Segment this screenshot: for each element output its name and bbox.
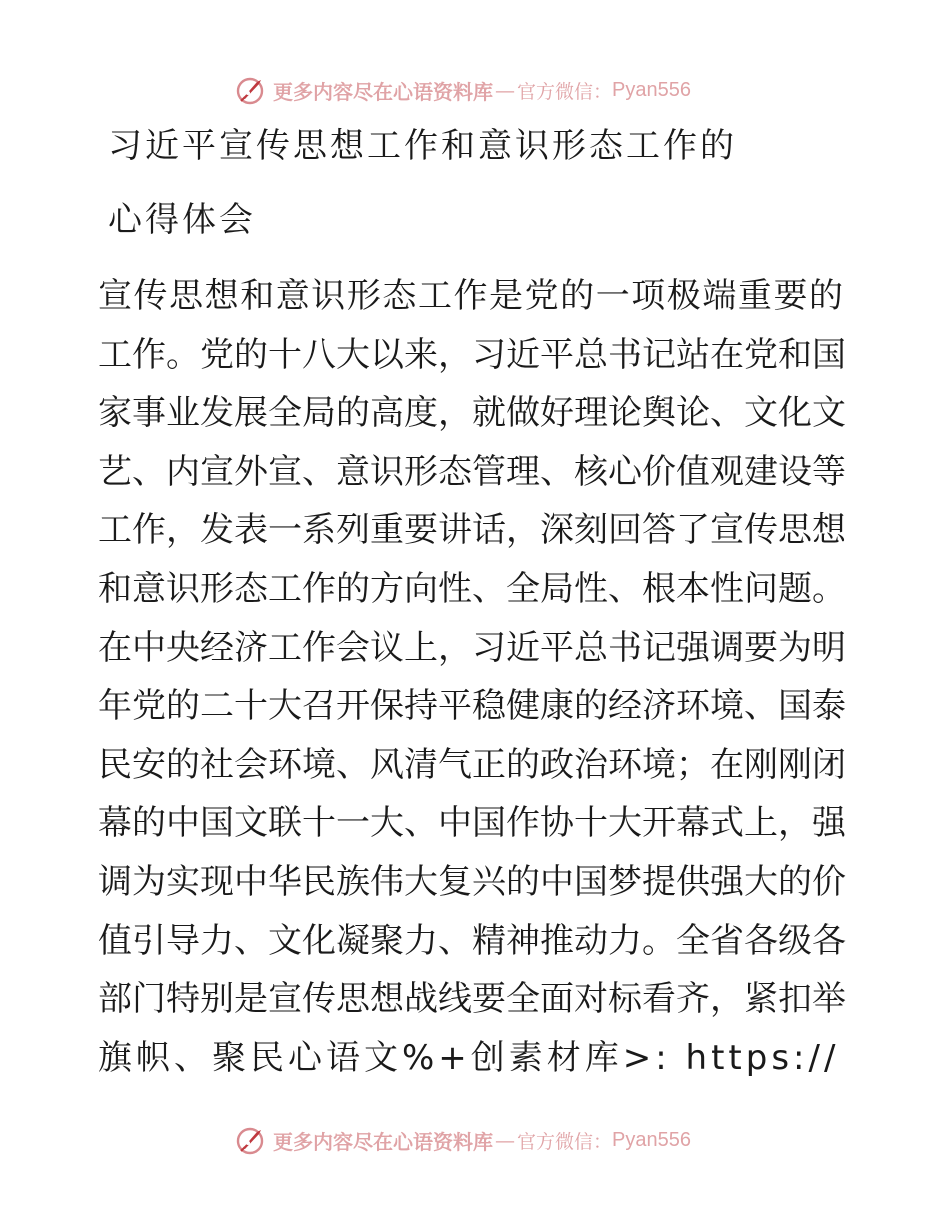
watermark-footer	[235, 1122, 691, 1158]
body-text-line: 民安的社会环境、风清气正的政治环境；在刚刚闭	[98, 745, 846, 785]
document-title-line-1: 习近平宣传思想工作和意识形态工作的	[108, 126, 737, 166]
watermark-header	[235, 72, 691, 108]
body-text-line: 工作，发表一系列重要讲话，深刻回答了宣传思想	[98, 510, 846, 550]
watermark-text: 更多内容尽在心语资料库	[273, 79, 493, 104]
watermark-wechat-id: Pyan556	[612, 1128, 691, 1151]
body-text-line: 值引导力、文化凝聚力、精神推动力。全省各级各	[98, 921, 846, 961]
body-text-line: 艺、内宣外宣、意识形态管理、核心价值观建设等	[98, 452, 846, 492]
body-text-line: 在中央经济工作会议上，习近平总书记强调要为明	[98, 628, 846, 668]
body-text-line: 家事业发展全局的高度，就做好理论舆论、文化文	[98, 393, 846, 433]
watermark-wechat-label: 官方微信：	[517, 80, 613, 103]
body-text-line: 旗帜、聚民心语文%+创素材库>: https://	[98, 1038, 840, 1078]
body-text-line: 宣传思想和意识形态工作是党的一项极端重要的	[98, 276, 845, 316]
watermark-separator: —	[495, 1128, 515, 1152]
watermark-text: 更多内容尽在心语资料库	[273, 1129, 493, 1154]
body-text-line: 幕的中国文联十一大、中国作协十大开幕式上，强	[98, 803, 846, 843]
body-text-line: 工作。党的十八大以来，习近平总书记站在党和国	[98, 335, 846, 375]
body-text-line: 年党的二十大召开保持平稳健康的经济环境、国泰	[98, 686, 846, 726]
quill-pen-icon	[235, 74, 267, 106]
watermark-separator: —	[495, 78, 515, 102]
document-title-line-2: 心得体会	[108, 200, 256, 240]
body-text-line: 和意识形态工作的方向性、全局性、根本性问题。	[98, 569, 846, 609]
body-text-line: 调为实现中华民族伟大复兴的中国梦提供强大的价	[98, 862, 846, 902]
quill-pen-icon	[235, 1124, 267, 1156]
watermark-wechat-label: 官方微信：	[517, 1130, 613, 1153]
watermark-wechat-id: Pyan556	[612, 78, 691, 101]
body-text-line: 部门特别是宣传思想战线要全面对标看齐，紧扣举	[98, 979, 846, 1019]
